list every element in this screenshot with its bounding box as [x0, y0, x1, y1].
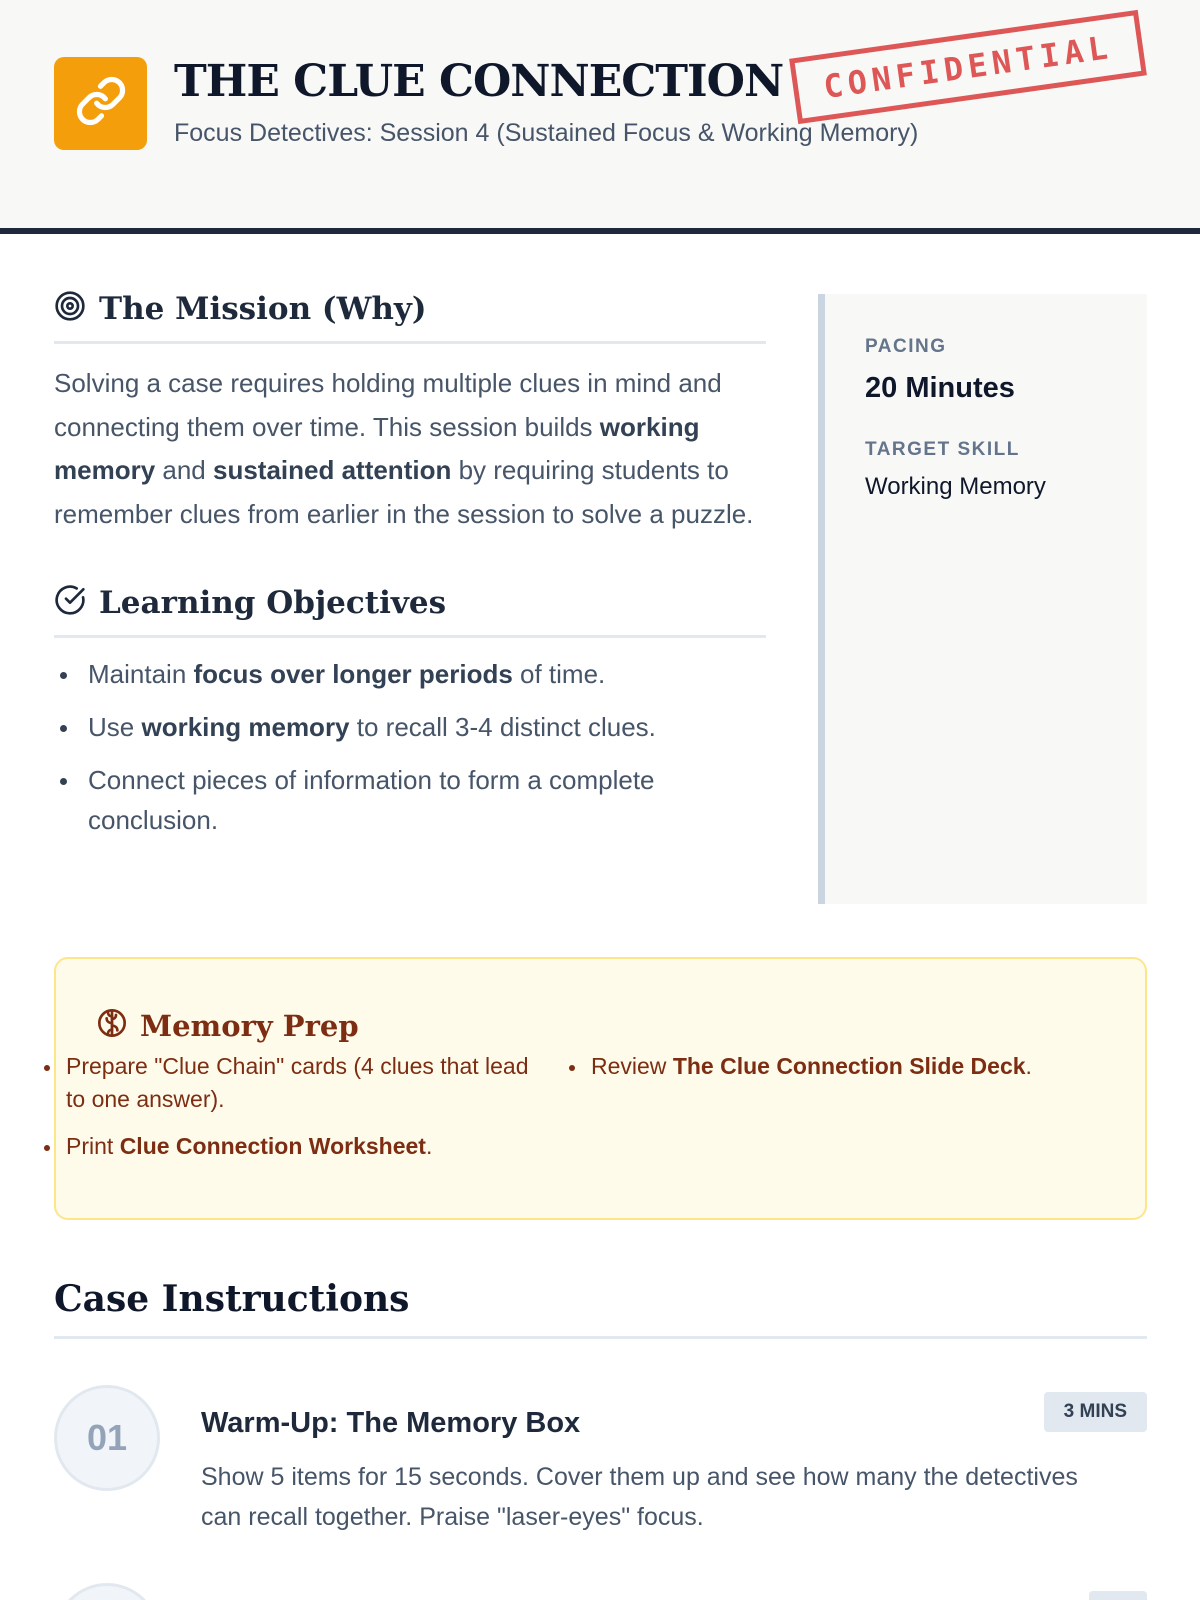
- duration-badge: 3 MINS: [1044, 1392, 1147, 1432]
- mission-section: [54, 290, 766, 536]
- next-duration-badge: [1089, 1591, 1147, 1600]
- pacing-label: PACING: [865, 336, 947, 357]
- memory-prep-list-left: [42, 1050, 552, 1177]
- link-icon: [75, 75, 127, 132]
- memory-prep-heading-row: [96, 1007, 359, 1044]
- list-item: Connect pieces of information to form a complete conclusion.: [54, 760, 766, 840]
- memory-prep-heading: Memory Prep: [140, 1008, 359, 1043]
- target-skill-label: TARGET SKILL: [865, 439, 1020, 460]
- objectives-list: [54, 654, 766, 840]
- next-step-number: [54, 1583, 160, 1600]
- main-content: [54, 290, 766, 853]
- page-header: [0, 0, 1200, 234]
- step-title: Warm-Up: The Memory Box: [201, 1407, 581, 1439]
- memory-prep-list-right: [567, 1050, 1067, 1097]
- list-item: Print Clue Connection Worksheet.: [42, 1130, 552, 1163]
- logo: [54, 57, 147, 150]
- case-instructions-heading-row: [54, 1278, 1147, 1339]
- case-instructions-heading: Case Instructions: [54, 1278, 410, 1320]
- target-skill-value: Working Memory: [865, 473, 1046, 500]
- step-number: 01: [54, 1385, 160, 1491]
- page-title: THE CLUE CONNECTION: [174, 56, 784, 107]
- objectives-section: [54, 584, 766, 840]
- list-item: Prepare "Clue Chain" cards (4 clues that lead to one answer).: [42, 1050, 552, 1116]
- brain-icon: [96, 1007, 128, 1044]
- pacing-value: 20 Minutes: [865, 372, 1015, 404]
- objectives-heading-row: [54, 584, 766, 638]
- list-item: Use working memory to recall 3-4 distinct clues.: [54, 707, 766, 747]
- confidential-stamp: CONFIDENTIAL: [789, 10, 1147, 124]
- lesson-info-sidebar: [818, 294, 1147, 904]
- objectives-heading: Learning Objectives: [99, 584, 447, 621]
- list-item: Maintain focus over longer periods of time.: [54, 654, 766, 694]
- mission-heading-row: [54, 290, 766, 344]
- target-icon: [54, 290, 86, 327]
- mission-heading: The Mission (Why): [99, 290, 427, 327]
- mission-text: Solving a case requires holding multiple clues in mind and connecting them over time. This session builds working memory and sustained attention by requiring students to remember clues from earlier in the session to solve a puzzle.: [54, 368, 754, 529]
- step-description: Show 5 items for 15 seconds. Cover them up and see how many the detectives can recall together. Praise "laser-eyes" focus.: [201, 1463, 1078, 1531]
- check-circle-icon: [54, 584, 86, 621]
- page-subtitle: Focus Detectives: Session 4 (Sustained Focus & Working Memory): [174, 119, 919, 147]
- list-item: Review The Clue Connection Slide Deck.: [567, 1050, 1067, 1083]
